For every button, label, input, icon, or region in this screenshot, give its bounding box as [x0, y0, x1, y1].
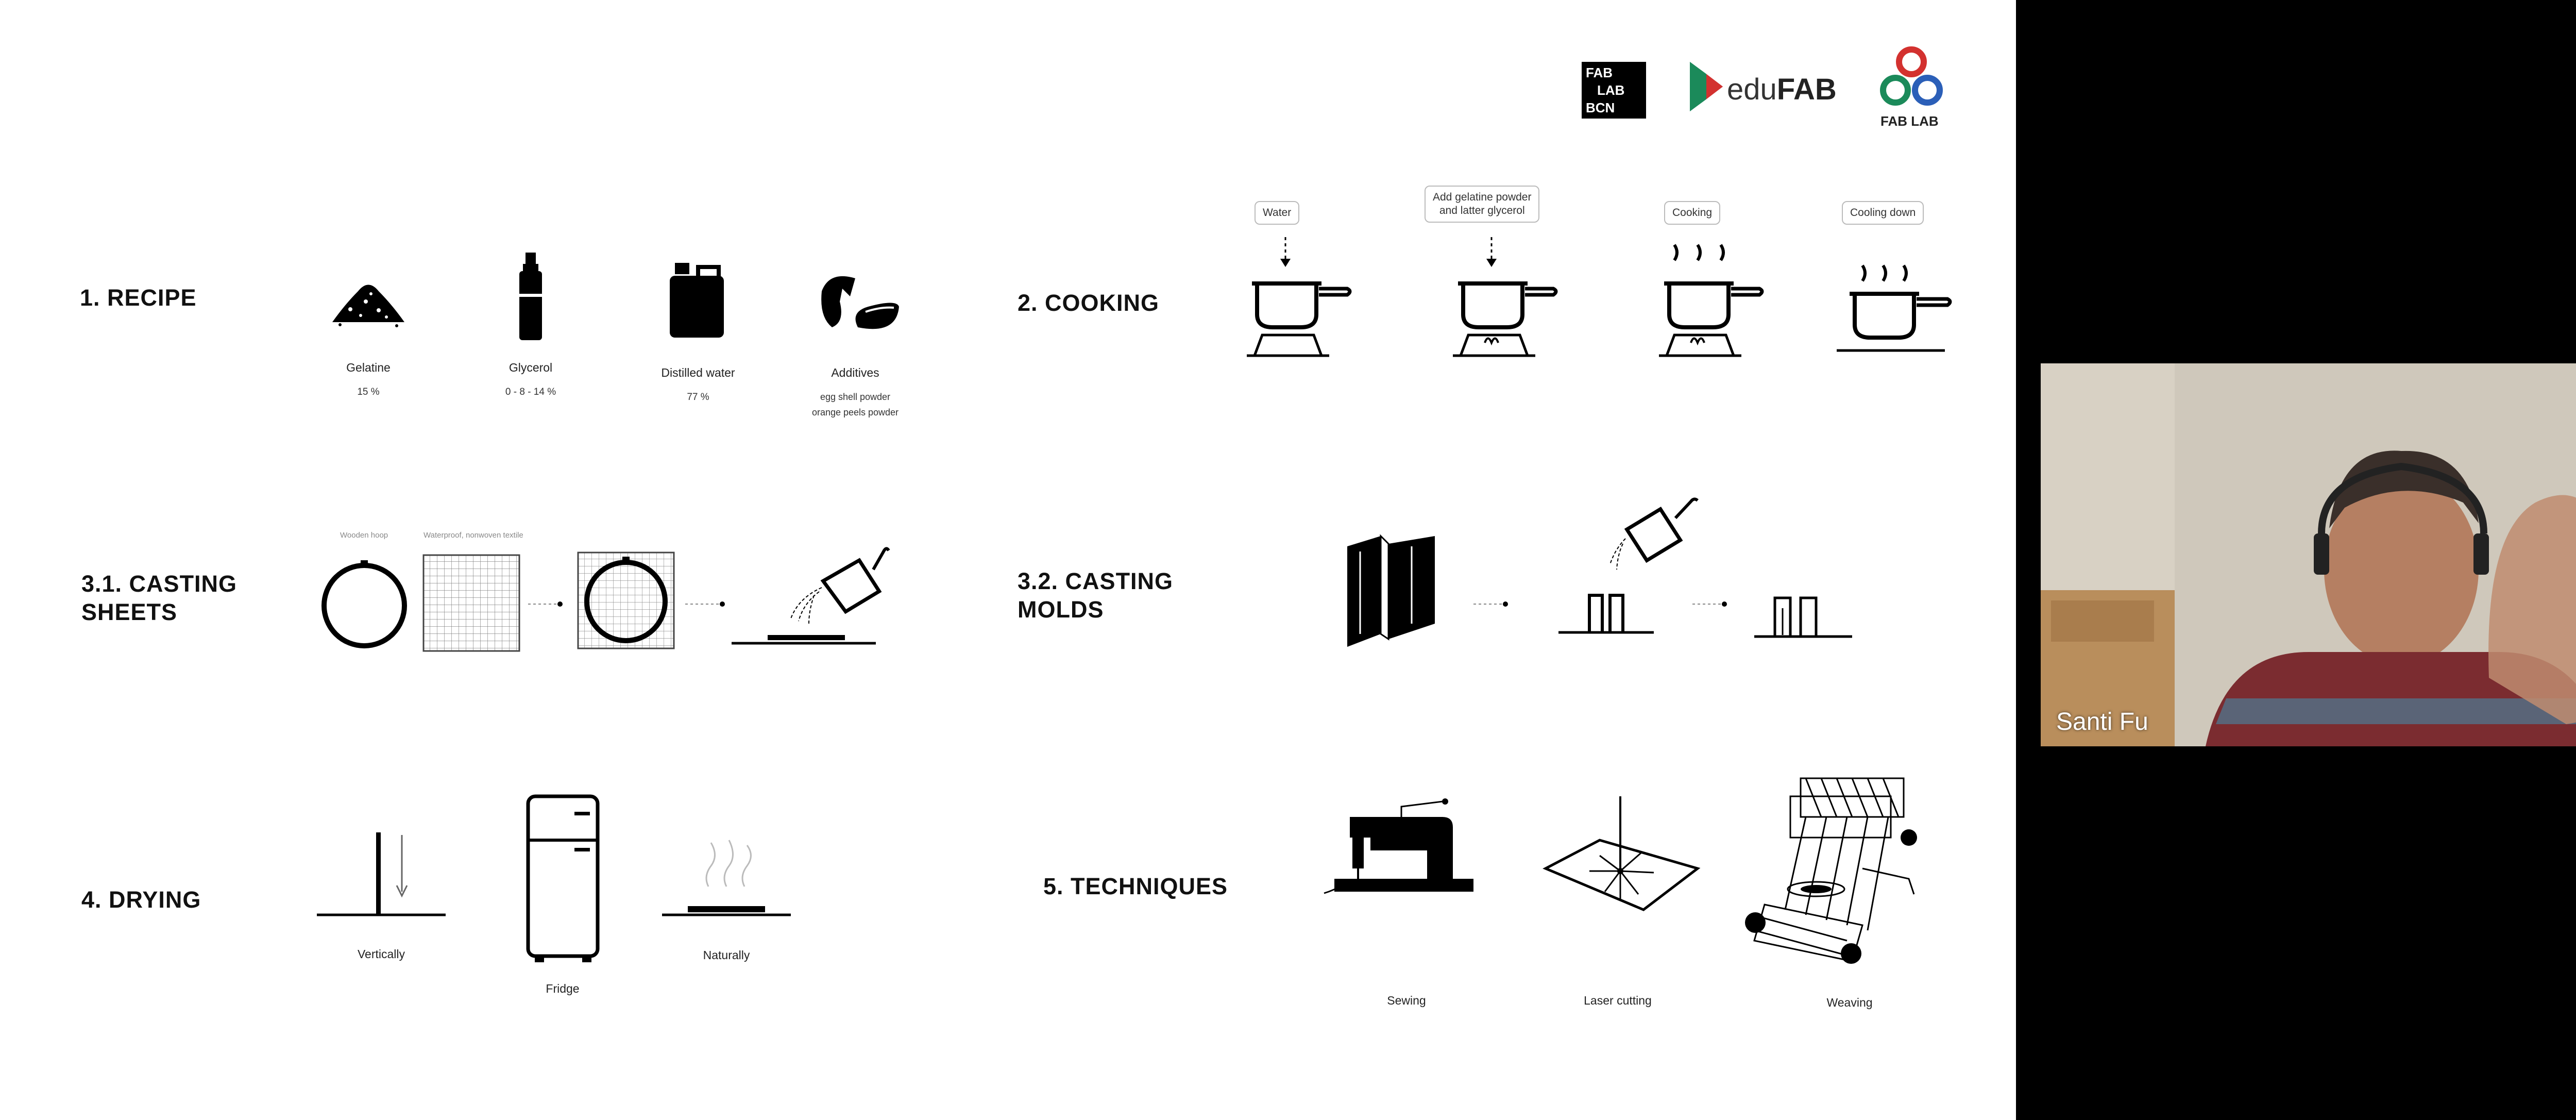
arrow-dots-icon — [685, 600, 726, 608]
pot-steam-icon — [1659, 242, 1772, 361]
bottle-icon — [515, 253, 546, 340]
vertical-drying-icon — [314, 830, 448, 923]
drying-fridge-label: Fridge — [546, 982, 580, 995]
edufab-logo: eduFAB — [1727, 73, 1837, 106]
wooden-hoop-label: Wooden hoop — [340, 531, 388, 540]
loom-weaving-icon — [1744, 776, 1919, 972]
cooking-step-water-bubble: Water — [1255, 201, 1299, 225]
cooking-step-cooking-bubble: Cooking — [1664, 201, 1720, 225]
demolded-object-icon — [1754, 588, 1857, 639]
arrow-dots-icon — [528, 600, 564, 608]
participant-name: Santi Fu — [2056, 708, 2148, 735]
hoop-on-textile-icon — [577, 551, 675, 649]
technique-weaving-label: Weaving — [1826, 996, 1873, 1009]
textile-label: Waterproof, nonwoven textile — [423, 531, 523, 540]
drying-vertically-label: Vertically — [357, 947, 405, 961]
additives-label: Additives — [831, 366, 879, 379]
cooking-step-add-gelatine-bubble: Add gelatine powder and latter glycerol — [1425, 186, 1539, 223]
logos-area — [1577, 46, 1953, 144]
wooden-hoop-icon — [319, 559, 410, 649]
fablab-logo-icon — [1878, 46, 1945, 113]
cooking-step-cooling-bubble: Cooling down — [1842, 201, 1924, 225]
additives-amount-line-1: egg shell powder — [820, 392, 891, 402]
distilled-water-label: Distilled water — [661, 366, 735, 379]
technique-sewing-label: Sewing — [1387, 994, 1426, 1007]
edufab-icon — [1690, 62, 1723, 111]
gelatine-amount: 15 % — [357, 387, 380, 397]
arrow-dots-icon — [1692, 600, 1728, 608]
pot-flame-icon — [1453, 237, 1566, 361]
glycerol-label: Glycerol — [509, 361, 553, 374]
eggshell-icon — [819, 271, 902, 338]
technique-laser-cutting-label: Laser cutting — [1584, 994, 1652, 1007]
powder-pile-icon — [330, 273, 407, 330]
casting-sheets-heading: 3.1. CASTING SHEETS — [81, 571, 238, 625]
participant-video-tile[interactable] — [2041, 363, 2576, 746]
distilled-water-amount: 77 % — [687, 392, 709, 403]
drying-naturally-label: Naturally — [703, 948, 750, 962]
participant-video-feed — [2041, 363, 2576, 746]
drying-heading: 4. DRYING — [81, 887, 201, 913]
natural-drying-icon — [659, 830, 793, 923]
casting-molds-heading: 3.2. CASTING MOLDS — [1018, 568, 1174, 623]
techniques-heading: 5. TECHNIQUES — [1043, 873, 1228, 899]
sewing-machine-icon — [1324, 801, 1479, 905]
fridge-icon — [526, 794, 600, 964]
gelatine-label: Gelatine — [346, 361, 391, 374]
textile-grid-icon — [422, 554, 520, 652]
recipe-heading: 1. RECIPE — [80, 285, 197, 311]
pouring-on-sheet-icon — [732, 546, 891, 649]
pot-cooling-icon — [1837, 263, 1960, 356]
fablab-logo-text: FAB LAB — [1880, 113, 1939, 129]
fablab-bcn-logo: FAB LAB BCN — [1582, 62, 1646, 119]
arrow-dots-icon — [1473, 600, 1510, 608]
laser-cutting-icon — [1543, 796, 1703, 920]
jerrycan-icon — [670, 263, 724, 338]
glycerol-amount: 0 - 8 - 14 % — [505, 387, 556, 397]
3d-mold-icon — [1340, 536, 1440, 652]
additives-amount-line-2: orange peels powder — [811, 407, 899, 417]
pouring-into-mold-icon — [1556, 497, 1710, 637]
pot-on-stove-icon — [1247, 237, 1360, 361]
cooking-heading: 2. COOKING — [1018, 290, 1160, 316]
